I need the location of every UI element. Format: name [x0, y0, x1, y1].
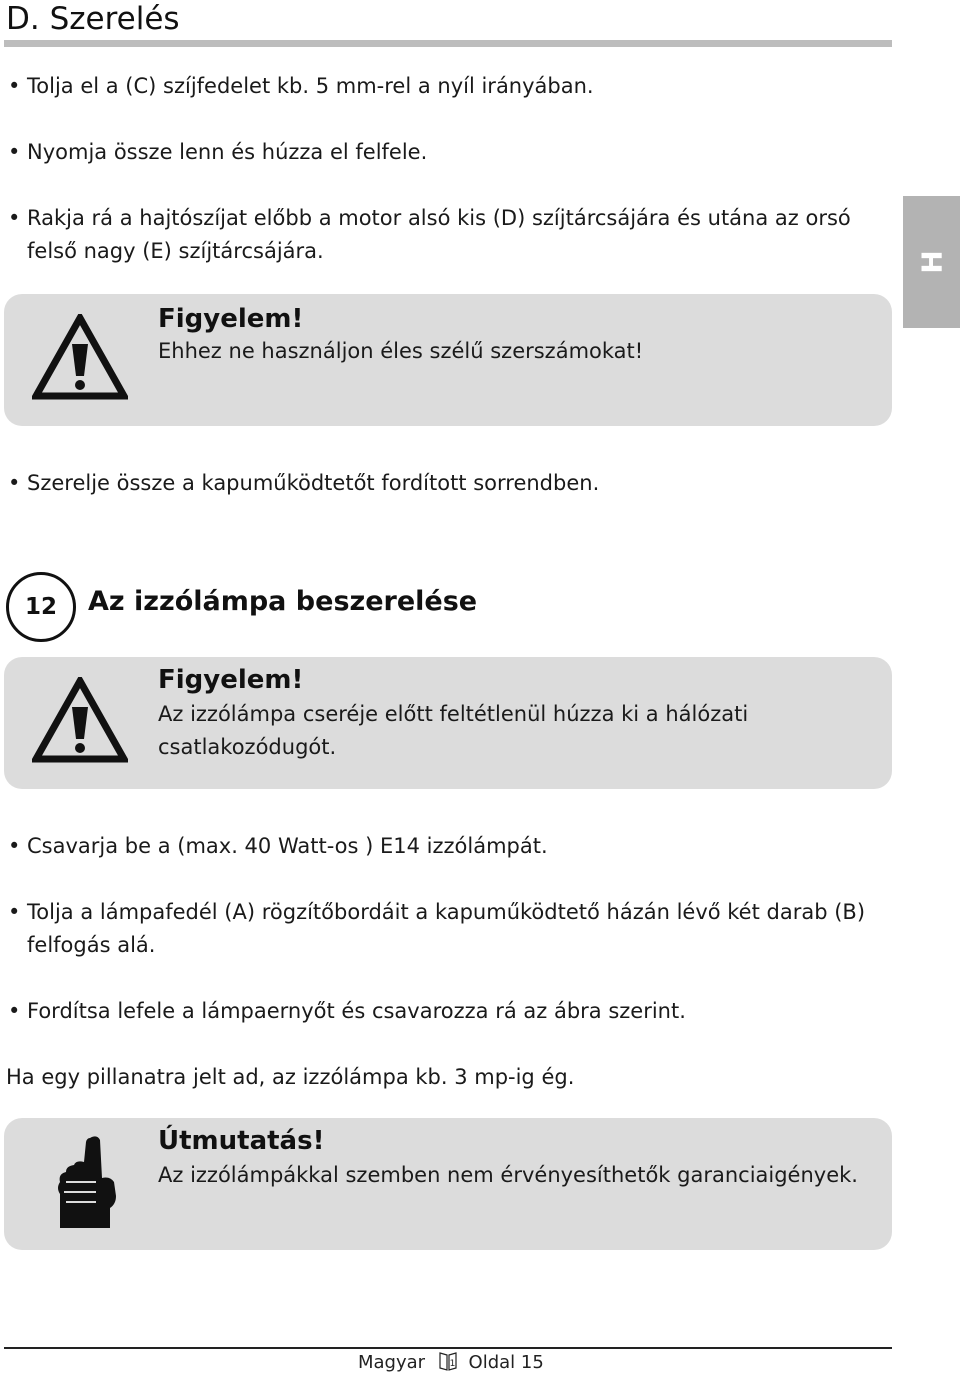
bullet-icon: • [8, 834, 21, 858]
list-item-text: Rakja rá a hajtószíjat előbb a motor alsó kis (D) szíjtárcsájára és utána az orsó felső nagy (E) szíjtárcsájára. [27, 206, 851, 263]
warning-box [4, 294, 892, 426]
list-item-text: Tolja a lámpafedél (A) rögzítőbordáit a kapuműködtető házán lévő két darab (B) felfogás alá. [27, 900, 866, 957]
hint-text: Az izzólámpákkal szemben nem érvényesíthetők garanciaigények. [158, 1163, 858, 1187]
warning-triangle-icon [32, 314, 128, 400]
warning-text: Az izzólámpa cseréje előtt feltétlenül húzza ki a hálózati csatlakozódugót. [158, 702, 749, 759]
book-page-icon [439, 1351, 457, 1371]
hint-box [4, 1118, 892, 1250]
warning-heading: Figyelem! [158, 304, 304, 334]
title-underline [4, 40, 892, 47]
list-item [6, 896, 881, 962]
list-item [6, 70, 881, 103]
side-tab-label: H [915, 250, 948, 274]
footer-divider [4, 1347, 892, 1349]
list-item [6, 202, 881, 268]
bullet-icon: • [8, 206, 21, 230]
hint-heading: Útmutatás! [158, 1126, 325, 1156]
language-side-tab [903, 196, 960, 328]
warning-triangle-icon [32, 677, 128, 763]
footer-page-label: Oldal 15 [468, 1352, 544, 1373]
bullet-icon: • [8, 140, 21, 164]
pointing-hand-icon [52, 1132, 122, 1232]
footer-language: Magyar [358, 1352, 426, 1373]
page-title: D. Szerelés [6, 1, 180, 37]
note-paragraph: Ha egy pillanatra jelt ad, az izzólámpa kb. 3 mp-ig ég. [6, 1065, 575, 1089]
bullet-icon: • [8, 900, 21, 924]
page-footer [358, 1350, 544, 1376]
list-item-text: Fordítsa lefele a lámpaernyőt és csavarozza rá az ábra szerint. [27, 999, 686, 1023]
section-number-badge: 12 [6, 572, 76, 642]
list-item-text: Nyomja össze lenn és húzza el felfele. [27, 140, 428, 164]
warning-text: Ehhez ne használjon éles szélű szerszámokat! [158, 339, 644, 363]
bullet-icon: • [8, 74, 21, 98]
list-item-text: Tolja el a (C) szíjfedelet kb. 5 mm-rel a nyíl irányában. [27, 74, 594, 98]
list-item-text: Csavarja be a (max. 40 Watt-os ) E14 izzólámpát. [27, 834, 548, 858]
list-item [6, 467, 881, 500]
list-item [6, 830, 881, 863]
warning-box [4, 657, 892, 789]
bullet-icon: • [8, 999, 21, 1023]
list-item [6, 995, 881, 1028]
list-item-text: Szerelje össze a kapuműködtetőt fordított sorrendben. [27, 471, 600, 495]
page-icon-number: 1 [449, 1359, 456, 1369]
bullet-icon: • [8, 471, 21, 495]
section-heading: Az izzólámpa beszerelése [88, 586, 478, 617]
list-item [6, 136, 881, 169]
warning-heading: Figyelem! [158, 665, 304, 695]
